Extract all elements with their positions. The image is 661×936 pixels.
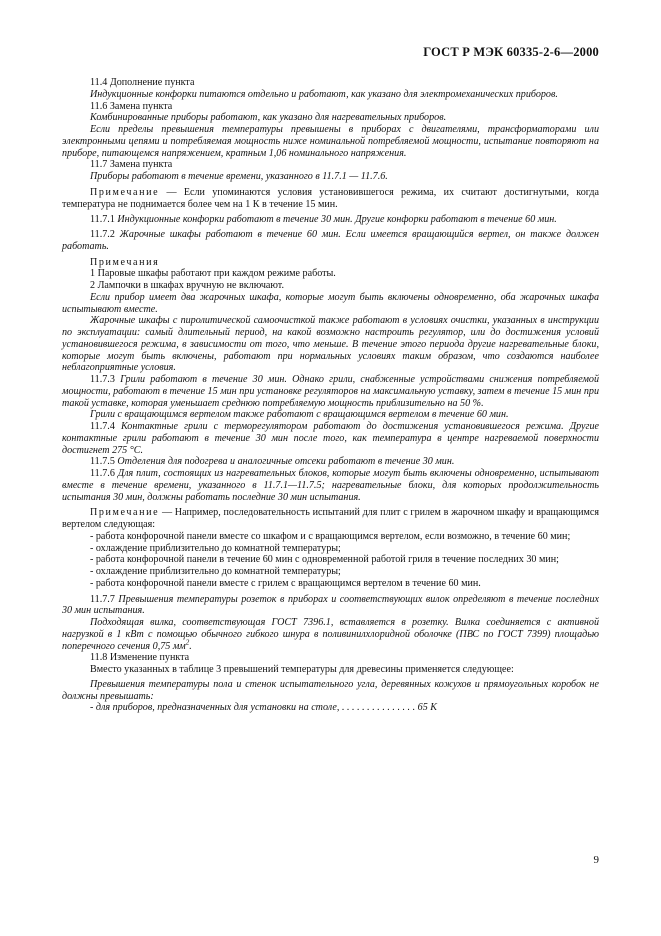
clause-number: 11.7.3 [90,374,121,385]
section-heading-11-6: 11.6 Замена пункта [90,100,173,112]
paragraph: Жарочные шкафы с пиролитической самоочисткой также работают в условиях очистки, указанных в инструкции по эксплуатации: самый длительный период, на какой возможно настроить регулятор, или до достижения условий установившегося режима, в зависимости от того, что меньше. В течение этого периода другие нагревательные блоки, которые могут быть включены, работают при нормальных условиях таким образом, что создаются наиболее неблагоприятные условия. [62,315,599,374]
clause-11-7-7 [62,594,599,618]
paragraph: Индукционные конфорки питаются отдельно и работают, как указано для электромеханических приборов. [90,88,558,100]
note-text: — Если упоминаются условия установившегося режима, их считают достигнутыми, когда температура не поднимается более чем на 1 К в течение 15 мин. [62,186,599,210]
clause-text: Превышения температуры розеток в приборах и соответствующих вилок определяют в течение последних 30 мин испытания. [62,593,600,617]
paragraph: Если прибор имеет два жарочных шкафа, которые могут быть включены одновременно, оба жарочных шкафа испытывают вместе. [62,291,599,315]
section-heading-11-7: 11.7 Замена пункта [90,159,173,171]
section-heading-11-8: 11.8 Изменение пункта [90,652,190,664]
clause-text: Индукционные конфорки работают в течение 30 мин. Другие конфорки работают в течение 60 мин. [117,214,557,226]
section-heading-11-4: 11.4 Дополнение пункта [90,77,195,88]
notes-label [62,257,599,269]
note-list-item: - работа конфорочной панели в течение 60 мин с одновременной работой гриля в течение последних 30 мин; [90,554,559,566]
notes-label-text: Примечания [90,256,160,268]
clause-11-7-2 [62,229,599,253]
clause-number: 11.7.2 [90,229,120,240]
clause-text: Грили работают в течение 30 мин. Однако грили, снабженные устройствами снижения потребляемой мощности, работают в течение 15 мин при установке регуляторов на максимальную уставку, затем в течение 15 мин при такой уставке, которая уменьшает среднюю потребляемую мощность приблизительно на 50 %. [62,374,599,409]
paragraph: Приборы работают в течение времени, указанного в 11.7.1 — 11.7.6. [90,171,388,182]
clause-11-7-4 [62,421,599,456]
paragraph-text: Подходящая вилка, соответствующая ГОСТ 7396.1, вставляется в розетку. Вилка соединяется с активной нагрузкой в 1 кВт с помощью обычного гибкого шнура в поливинилхлоридной оболочке (ПВС по ГОСТ 7399) площадью поперечного сечения 0,75 мм [62,617,599,652]
note-list-item: - охлаждение приблизительно до комнатной температуры; [90,566,341,577]
note-list-item: - работа конфорочной панели вместе с грилем с вращающимся вертелом в течение 60 мин. [90,577,481,589]
note-item: 1 Паровые шкафы работают при каждом режиме работы. [90,268,336,280]
page-number: 9 [593,854,599,866]
paragraph: Грили с вращающимся вертелом также работают с вращающимся вертелом в течение 60 мин. [90,409,509,421]
paragraph: - для приборов, предназначенных для установки на столе, . . . . . . . . . . . . . . . 65 К [90,702,437,714]
clause-11-7-6 [62,468,599,503]
clause-text: Отделения для подогрева и аналогичные отсеки работают в течение 30 мин. [117,456,455,468]
note-label: Примечание [90,507,160,519]
note-text: — Например, последовательность испытаний для плит с грилем в жарочном шкафу и вращающимся вертелом следующая: [62,507,599,530]
note [62,507,599,531]
clause-number: 11.7.6 [90,468,118,479]
clause-11-7-1 [62,214,599,226]
clause-number: 11.7.4 [90,421,121,432]
note-list-item: - работа конфорочной панели вместе со шкафом и с вращающимся вертелом, если возможно, в течение 60 мин; [90,530,571,542]
clause-text: Жарочные шкафы работают в течение 60 мин. Если имеется вращающийся вертел, он также должен работать. [62,229,599,252]
superscript: 2 [185,638,190,647]
paragraph: Комбинированные приборы работают, как указано для нагревательных приборов. [90,112,447,124]
clause-number: 11.7.1 [90,214,118,226]
clause-number: 11.7.7 [90,593,119,605]
paragraph: Если пределы превышения температуры превышены в приборах с двигателями, трансформаторами или электронными цепями и потребляемая мощность ниже номинальной потребляемой мощности, испытание повторяют на приборе, питающемся напряжением, кратным 1,06 номинального напряжения. [62,124,599,159]
note-label: Примечание [90,186,160,198]
paragraph-end: . [189,640,192,652]
paragraph: Вместо указанных в таблице 3 превышений температуры для древесины применяется следующее: [90,664,514,675]
running-header: ГОСТ Р МЭК 60335-2-6—2000 [423,45,599,59]
clause-number: 11.7.5 [90,456,118,468]
clause-text: Контактные грили с терморегулятором работают до достижения установившегося режима. Другие контактные грили работают в течение 30 мин после того, как температура в центре нагреваемой поверхности достигнет 275 °С. [62,421,600,456]
note-item: 2 Лампочки в шкафах вручную не включают. [90,280,284,291]
note-list-item: - охлаждение приблизительно до комнатной температуры; [90,542,341,554]
paragraph [62,617,599,652]
clause-11-7-5 [62,456,599,468]
note [62,187,599,211]
clause-11-7-3 [62,374,599,409]
clause-text: Для плит, состоящих из нагревательных блоков, которые могут быть включены одновременно, испытывают вместе в течение времени, указанного в 11.7.1—11.7.5; нагревательные блоки, для которых продолжительность испытания 30 мин, должны работать последние 30 мин испытания. [62,468,599,503]
page-body [62,77,599,714]
paragraph: Превышения температуры пола и стенок испытательного угла, деревянных кожухов и прямоугольных коробок не должны превышать: [62,678,599,702]
